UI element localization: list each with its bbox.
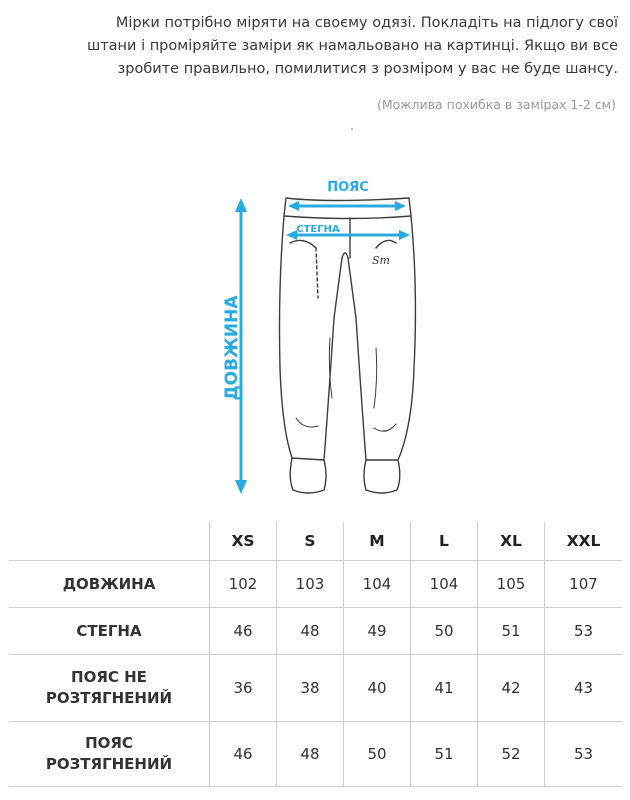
waist-arrow	[288, 201, 406, 211]
pants-measurement-figure	[200, 168, 440, 498]
table-cell: 105	[478, 561, 545, 608]
size-header-empty	[9, 522, 210, 561]
row-label-text: ДОВЖИНА	[62, 574, 156, 593]
size-header-xs: XS	[210, 522, 277, 561]
table-cell: 107	[545, 561, 623, 608]
row-label-waist-relaxed	[9, 655, 210, 722]
table-cell: 41	[411, 655, 478, 722]
intro-text	[58, 12, 618, 81]
table-cell: 52	[478, 722, 545, 787]
row-label-text: ПОЯС НЕ	[71, 668, 147, 686]
pants-diagram	[200, 168, 440, 498]
size-header-row	[9, 522, 622, 561]
size-header-xxl: XXL	[545, 522, 623, 561]
table-cell: 43	[545, 655, 623, 722]
table-cell: 46	[210, 722, 277, 787]
table-cell: 102	[210, 561, 277, 608]
table-cell: 50	[344, 722, 411, 787]
table-cell: 38	[277, 655, 344, 722]
table-cell: 53	[545, 722, 623, 787]
size-table	[9, 522, 622, 787]
table-cell: 53	[545, 608, 623, 655]
row-label-length	[9, 561, 210, 608]
pants-outline	[280, 198, 416, 493]
size-header-s: S	[277, 522, 344, 561]
size-header-xl: XL	[478, 522, 545, 561]
row-label-text-line2: РОЗТЯГНЕНИЙ	[45, 689, 173, 707]
table-cell: 48	[277, 722, 344, 787]
intro-line-1: Мірки потрібно міряти на своєму одязі. Покладіть на підлогу свої	[115, 15, 618, 31]
table-row-hips	[9, 608, 622, 655]
table-cell: 42	[478, 655, 545, 722]
table-cell: 49	[344, 608, 411, 655]
pants-logo: Sm	[372, 254, 390, 267]
row-label-text: ПОЯС	[85, 734, 133, 752]
hips-label: СТЕГНА	[296, 224, 340, 235]
table-cell: 104	[344, 561, 411, 608]
size-header-m: M	[344, 522, 411, 561]
table-cell: 51	[411, 722, 478, 787]
size-header-l: L	[411, 522, 478, 561]
intro-line-3: зробите правильно, помилитися з розміром у вас не буде шансу.	[117, 61, 618, 77]
waist-label: ПОЯС	[327, 180, 369, 195]
table-cell: 40	[344, 655, 411, 722]
row-label-hips	[9, 608, 210, 655]
length-label: ДОВЖИНА	[222, 295, 242, 401]
table-cell: 104	[411, 561, 478, 608]
table-cell: 48	[277, 608, 344, 655]
table-cell: 103	[277, 561, 344, 608]
table-cell: 36	[210, 655, 277, 722]
row-label-waist-stretched	[9, 722, 210, 787]
row-label-text-line2: РОЗТЯГНЕНИЙ	[45, 755, 173, 773]
decorative-dot	[351, 128, 353, 130]
table-row-waist-relaxed	[9, 655, 622, 722]
table-row-waist-stretched	[9, 722, 622, 787]
row-label-text: СТЕГНА	[76, 621, 142, 640]
table-cell: 50	[411, 608, 478, 655]
table-row-length	[9, 561, 622, 608]
intro-line-2: штани і проміряйте заміри як намальовано на картинці. Якщо ви все	[86, 38, 618, 54]
table-cell: 46	[210, 608, 277, 655]
table-cell: 51	[478, 608, 545, 655]
measurement-error-note: (Можлива похибка в замірах 1-2 см)	[376, 97, 616, 112]
